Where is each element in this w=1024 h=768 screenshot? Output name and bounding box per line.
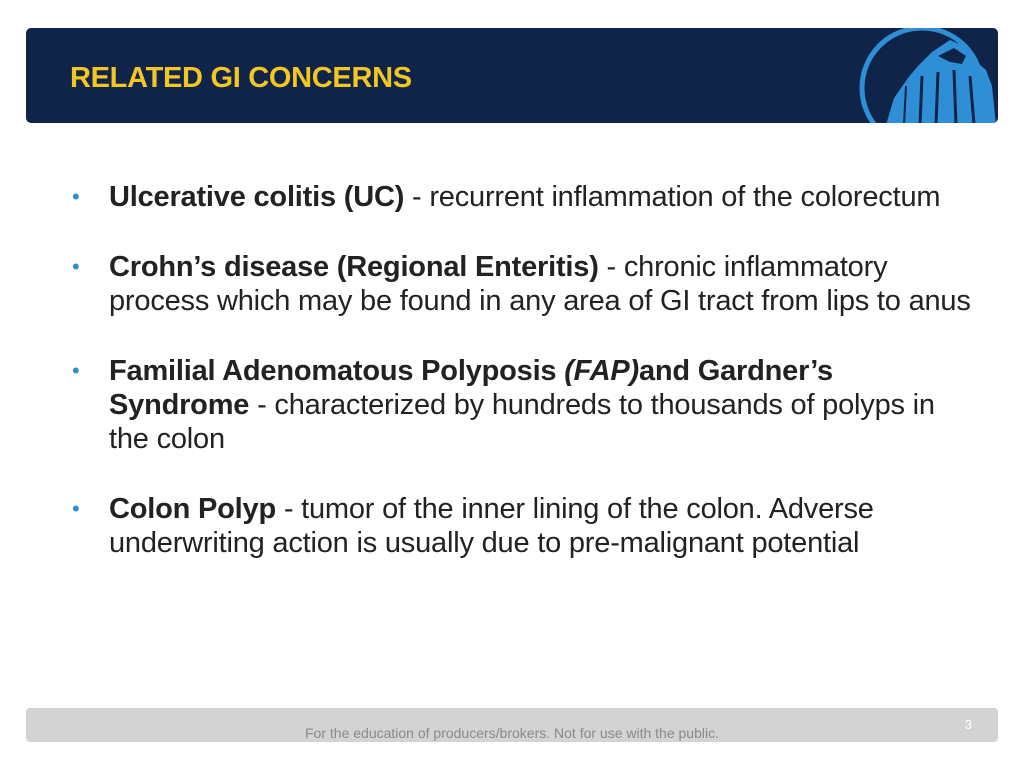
slide-title: RELATED GI CONCERNS xyxy=(70,62,412,94)
bullet-marker: • xyxy=(72,358,80,383)
bullet-list xyxy=(72,180,972,596)
bullet-term-connector: and xyxy=(638,355,690,387)
footer-disclaimer: For the education of producers/brokers. Not for use with the public. xyxy=(305,725,719,741)
bullet-crohns-disease xyxy=(72,250,972,318)
footer-bar xyxy=(26,708,998,742)
bullet-description: - recurrent inflammation of the colorectum xyxy=(404,181,941,213)
bullet-term-secondary: Gardner’s Syndrome xyxy=(109,355,833,421)
bullet-fap-gardners xyxy=(72,354,972,456)
bullet-term-abbreviation: (FAP) xyxy=(564,355,639,387)
bullet-term: Familial Adenomatous Polyposis xyxy=(109,355,565,387)
bullet-term: Crohn’s disease (Regional Enteritis) xyxy=(109,251,599,283)
bullet-marker: • xyxy=(72,496,80,521)
bullet-term: Ulcerative colitis (UC) xyxy=(109,181,405,213)
bullet-description: - chronic inflammatory process which may be found in any area of GI tract from lips to anus xyxy=(109,251,971,317)
bullet-term: Colon Polyp xyxy=(109,493,276,525)
rock-of-gibraltar-logo-icon xyxy=(846,28,998,123)
page-number: 3 xyxy=(964,717,972,732)
header-bar xyxy=(26,28,998,123)
bullet-ulcerative-colitis xyxy=(72,180,972,214)
bullet-description: - characterized by hundreds to thousands of polyps in the colon xyxy=(109,389,935,455)
bullet-marker: • xyxy=(72,254,80,279)
bullet-colon-polyp xyxy=(72,492,972,560)
bullet-description: - tumor of the inner lining of the colon. Adverse underwriting action is usually due to pre-malignant potential xyxy=(109,493,874,559)
bullet-marker: • xyxy=(72,184,80,209)
